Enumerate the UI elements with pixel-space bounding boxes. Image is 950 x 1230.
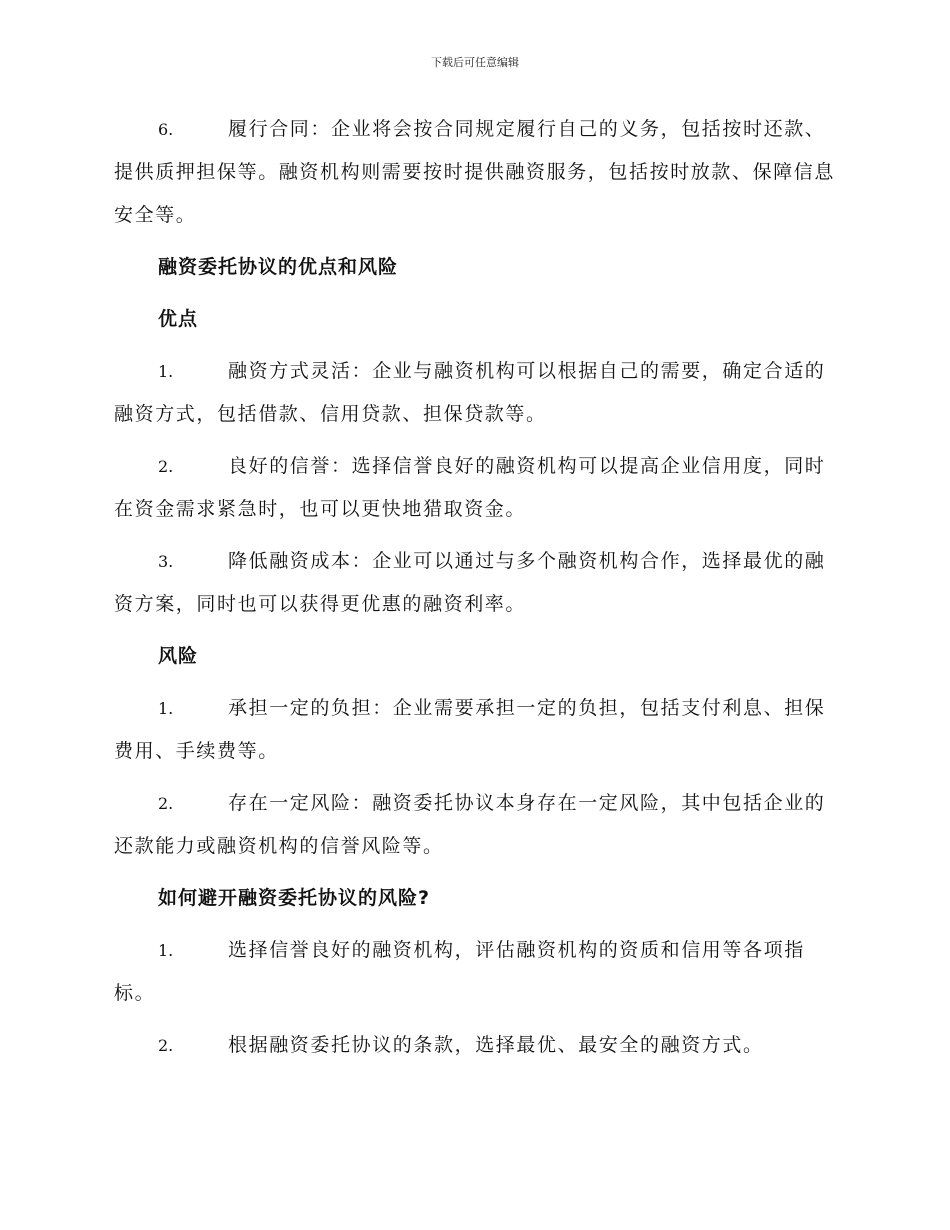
item-text: 承担一定的负担：企业需要承担一定的负担，包括支付利息、担保费用、手续费等。 bbox=[114, 697, 826, 762]
item-text: 根据融资委托协议的条款，选择最优、最安全的融资方式。 bbox=[228, 1034, 764, 1056]
section-heading: 融资委托协议的优点和风险 bbox=[158, 256, 399, 278]
page-header: 下载后可任意编辑 bbox=[431, 56, 519, 69]
item-number: 1. bbox=[158, 941, 174, 960]
list-item bbox=[114, 1024, 838, 1067]
list-item bbox=[114, 108, 838, 237]
item-text: 降低融资成本：企业可以通过与多个融资机构合作，选择最优的融资方案，同时也可以获得更优惠的融资利率。 bbox=[114, 550, 826, 615]
list-item bbox=[114, 350, 838, 436]
item-text: 履行合同：企业将会按合同规定履行自己的义务，包括按时还款、提供质押担保等。融资机构则需要按时提供融资服务，包括按时放款、保障信息安全等。 bbox=[114, 118, 836, 226]
item-number: 2. bbox=[158, 794, 174, 813]
item-number: 3. bbox=[158, 552, 174, 571]
list-item bbox=[114, 445, 838, 531]
item-number: 1. bbox=[158, 699, 174, 718]
section-heading: 如何避开融资委托协议的风险? bbox=[158, 887, 431, 909]
list-item bbox=[114, 782, 838, 868]
item-text: 存在一定风险：融资委托协议本身存在一定风险，其中包括企业的还款能力或融资机构的信誉风险等。 bbox=[114, 792, 826, 857]
document-body bbox=[114, 108, 838, 1076]
item-text: 融资方式灵活：企业与融资机构可以根据自己的需要，确定合适的融资方式，包括借款、信用贷款、担保贷款等。 bbox=[114, 360, 826, 425]
item-number: 1. bbox=[158, 362, 174, 381]
subsection-heading-risks: 风险 bbox=[158, 645, 199, 667]
list-item bbox=[114, 540, 838, 626]
list-item bbox=[114, 687, 838, 773]
item-number: 2. bbox=[158, 1036, 174, 1055]
item-number: 6. bbox=[158, 120, 174, 139]
subsection-heading-advantages: 优点 bbox=[158, 308, 199, 330]
item-text: 良好的信誉：选择信誉良好的融资机构可以提高企业信用度，同时在资金需求紧急时，也可以更快地猎取资金。 bbox=[114, 455, 826, 520]
item-number: 2. bbox=[158, 457, 174, 476]
list-item bbox=[114, 929, 838, 1015]
item-text: 选择信誉良好的融资机构，评估融资机构的资质和信用等各项指标。 bbox=[114, 939, 805, 1004]
